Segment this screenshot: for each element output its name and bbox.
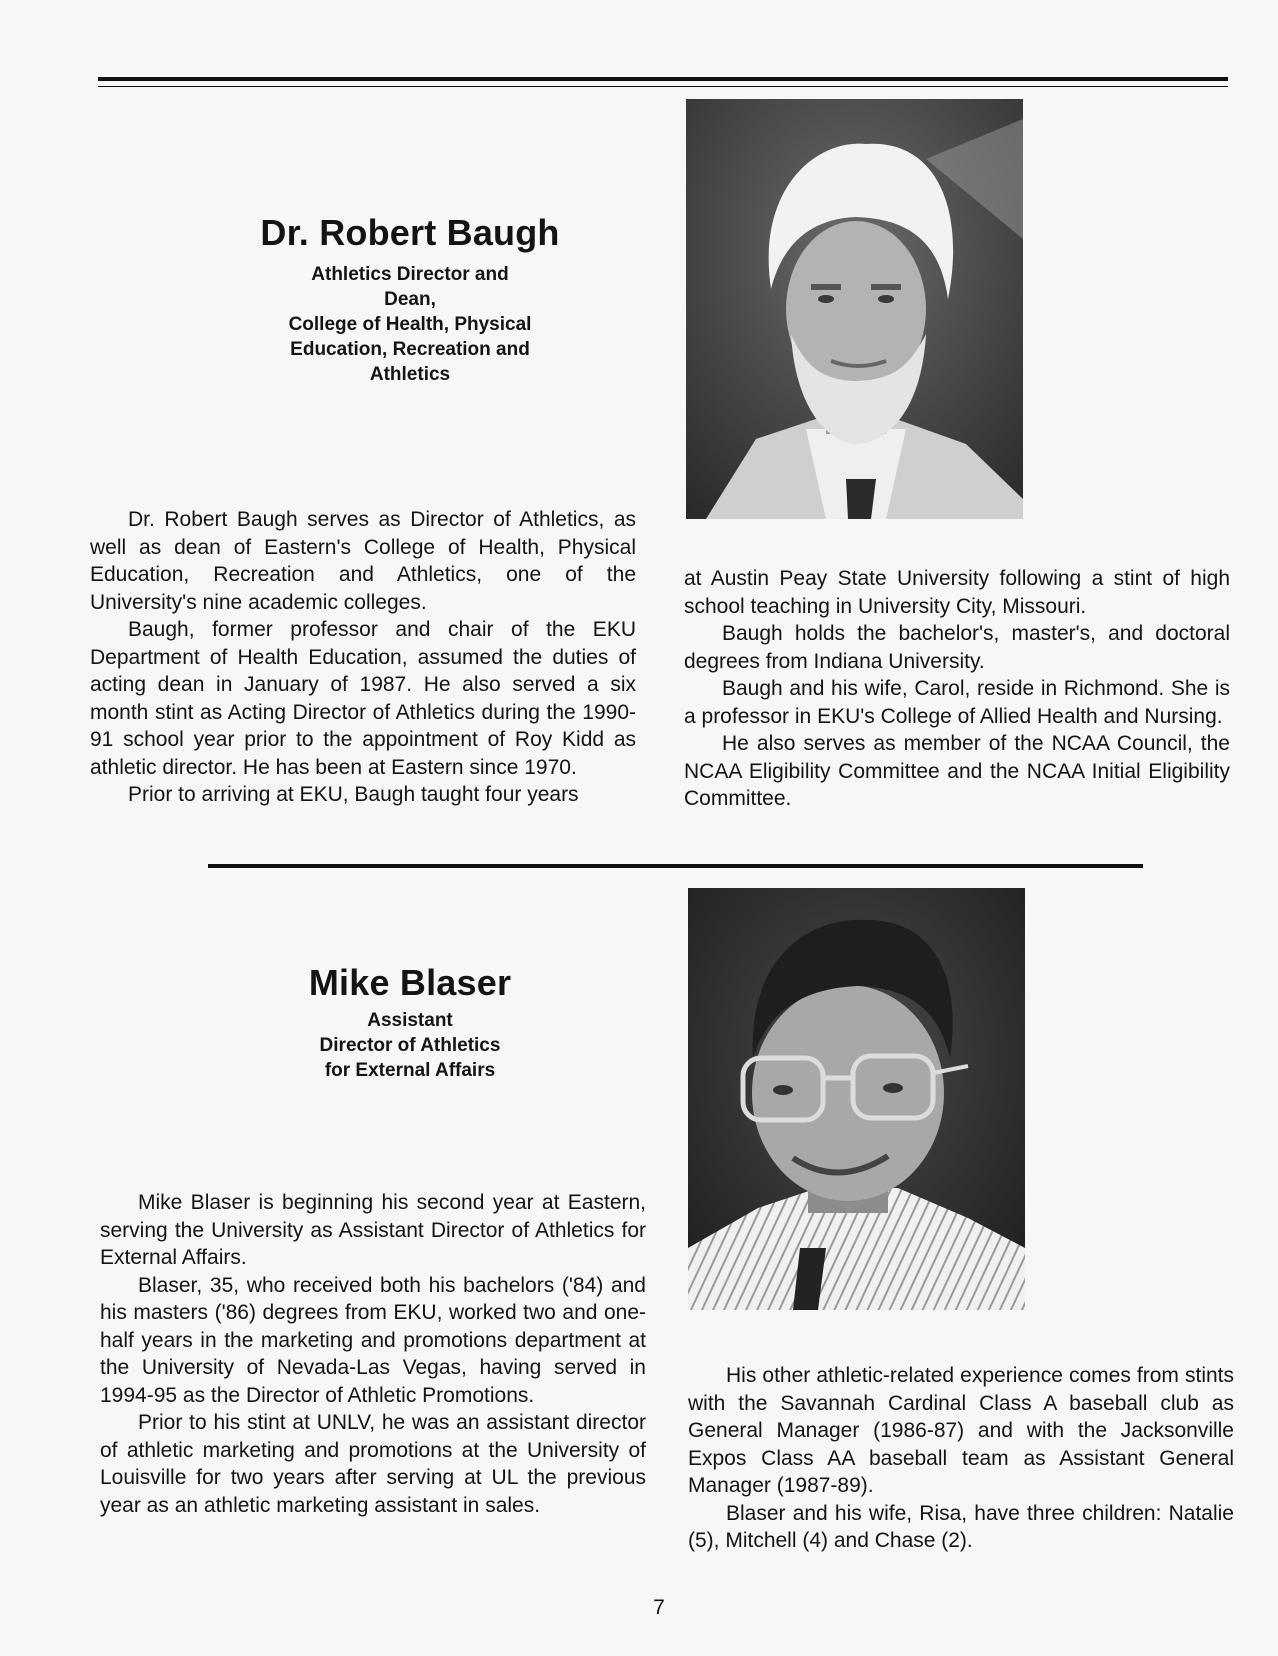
profile-name-baugh: Dr. Robert Baugh bbox=[260, 212, 560, 253]
bio-paragraph: Mike Blaser is beginning his second year at Eastern, serving the University as Assistant Director of Athletics for External Affairs. bbox=[100, 1191, 646, 1269]
portrait-photo-blaser bbox=[688, 888, 1025, 1310]
top-divider-rule bbox=[98, 77, 1228, 87]
bio-column-baugh-right bbox=[684, 565, 1230, 813]
profile-title-baugh bbox=[250, 262, 570, 387]
bio-paragraph: Prior to his stint at UNLV, he was an assistant director of athletic marketing and promotions at the University of Louisville for two years after serving at UL the previous year as an athletic marketing assistant in sales. bbox=[100, 1411, 646, 1517]
bio-paragraph: His other athletic-related experience comes from stints with the Savannah Cardinal Class A baseball club as General Manager (1986-87) and with the Jacksonville Expos Class AA baseball team as Assistant General Manager (1987-89). bbox=[688, 1364, 1234, 1497]
profile-title-blaser bbox=[270, 1008, 550, 1083]
title-line: Assistant bbox=[367, 1010, 453, 1031]
title-line: for External Affairs bbox=[324, 1060, 496, 1081]
bio-paragraph: He also serves as member of the NCAA Council, the NCAA Eligibility Committee and the NCAA Initial Eligibility Committee. bbox=[684, 732, 1230, 810]
bio-paragraph: Blaser, 35, who received both his bachelors ('84) and his masters ('86) degrees from EKU, worked two and one-half years in the marketing and promotions department at the University of Nevada-Las Vegas, having served in 1994-95 as the Director of Athletic Promotions. bbox=[100, 1273, 646, 1407]
section-divider-rule bbox=[208, 864, 1143, 868]
profile-name-blaser: Mike Blaser bbox=[308, 962, 512, 1003]
title-line: Dean, bbox=[384, 289, 436, 310]
title-line: Athletics Director and bbox=[311, 264, 509, 285]
page-number: 7 bbox=[653, 1596, 665, 1619]
bio-column-blaser-left bbox=[100, 1189, 646, 1519]
bio-paragraph: Blaser and his wife, Risa, have three children: Natalie (5), Mitchell (4) and Chase (2). bbox=[688, 1501, 1234, 1552]
bio-paragraph: Prior to arriving at EKU, Baugh taught four years bbox=[128, 783, 579, 806]
title-line: Athletics bbox=[369, 364, 451, 385]
title-line: Director of Athletics bbox=[319, 1035, 501, 1056]
bio-column-baugh-left bbox=[90, 506, 636, 809]
title-line: College of Health, Physical bbox=[288, 314, 532, 335]
portrait-photo-baugh bbox=[686, 99, 1023, 519]
bio-paragraph: Baugh holds the bachelor's, master's, and doctoral degrees from Indiana University. bbox=[684, 622, 1230, 673]
bio-paragraph: Baugh, former professor and chair of the EKU Department of Health Education, assumed the duties of acting dean in January of 1987. He also served a six month stint as Acting Director of Athletics during the 1990-91 school year prior to the appointment of Roy Kidd as athletic director. He has been at Eastern since 1970. bbox=[90, 618, 636, 779]
bio-column-blaser-right bbox=[688, 1362, 1234, 1555]
title-line: Education, Recreation and bbox=[290, 339, 530, 360]
bio-paragraph: Baugh and his wife, Carol, reside in Richmond. She is a professor in EKU's College of Allied Health and Nursing. bbox=[684, 677, 1230, 728]
bio-paragraph: Dr. Robert Baugh serves as Director of Athletics, as well as dean of Eastern's College of Health, Physical Education, Recreation and Athletics, one of the University's nine academic colleges. bbox=[90, 508, 636, 614]
bio-paragraph: at Austin Peay State University following a stint of high school teaching in University City, Missouri. bbox=[684, 567, 1230, 618]
